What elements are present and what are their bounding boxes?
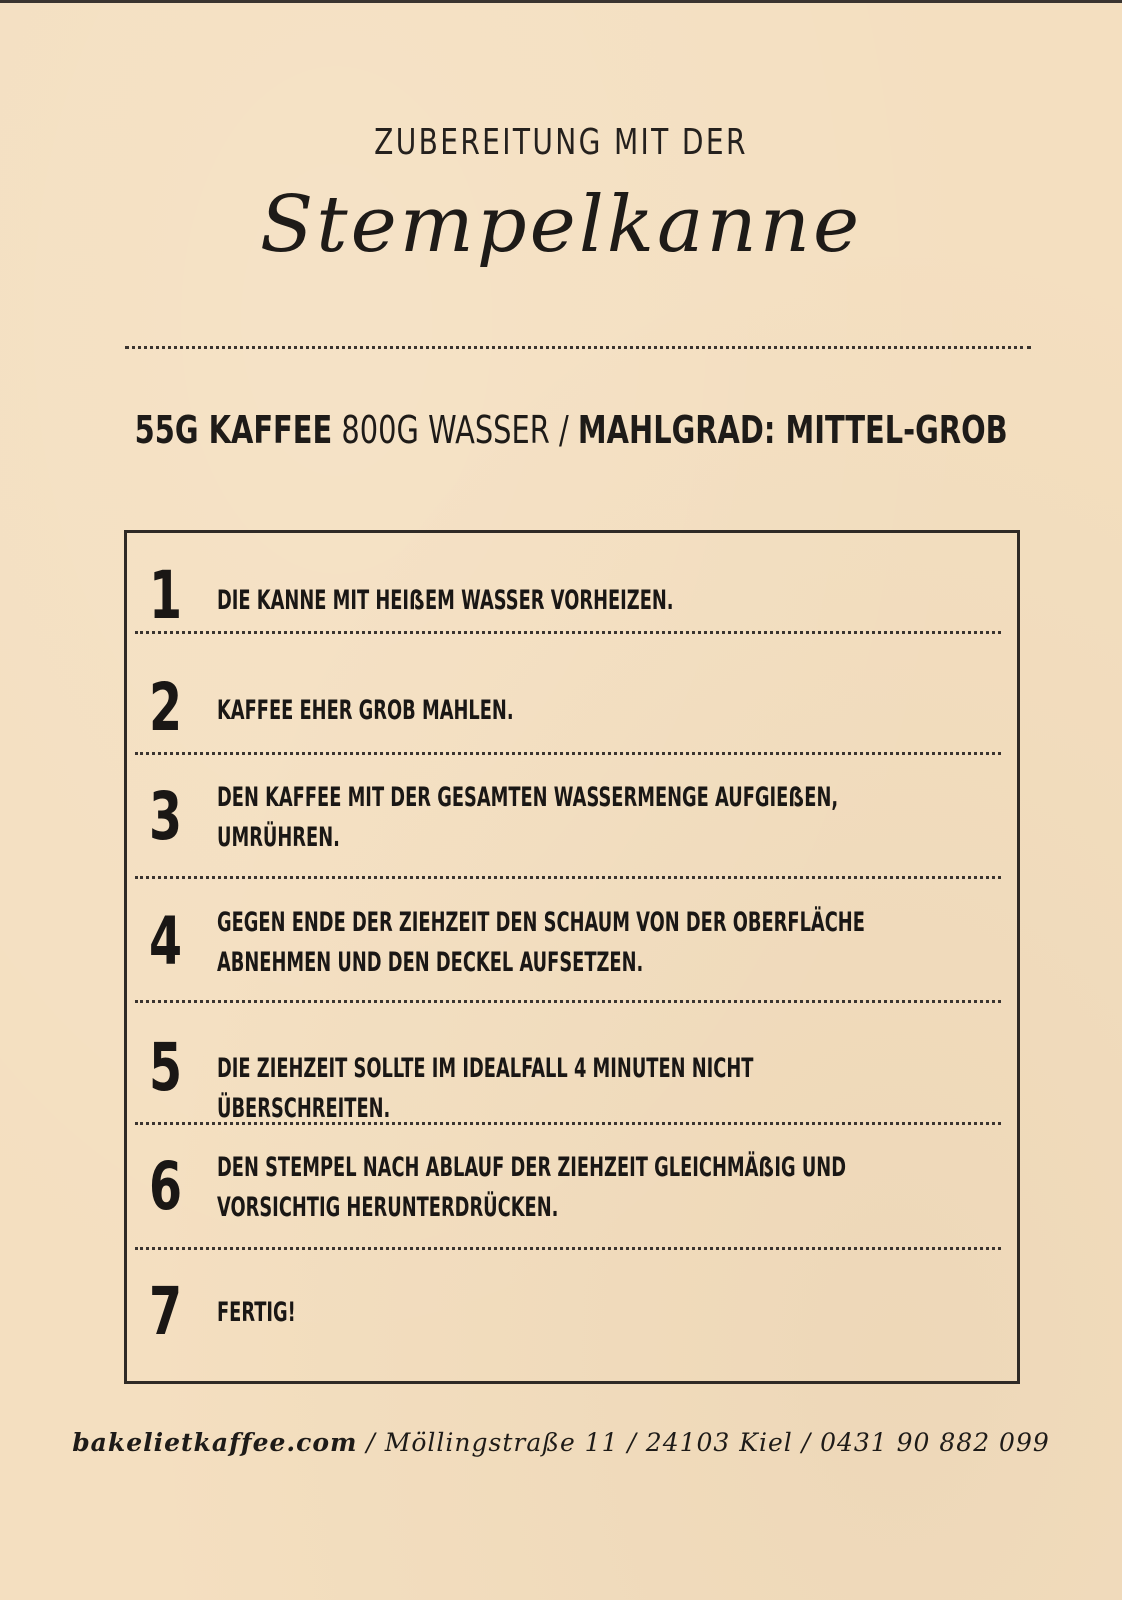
water-amount: 800G WASSER / — [341, 408, 569, 452]
coffee-amount: 55G KAFFEE — [134, 408, 333, 452]
step-number: 3 — [149, 778, 183, 855]
steps-box — [124, 530, 1020, 1384]
step-text — [217, 1293, 903, 1333]
recipe-title: Stempelkanne — [259, 180, 863, 270]
step-line: DEN KAFFEE MIT DER GESAMTEN WASSERMENGE AUFGIEẞEN, — [217, 782, 839, 813]
step-3 — [127, 758, 1017, 873]
step-divider — [135, 1000, 1001, 1003]
step-divider — [135, 876, 1001, 879]
step-line: UMRÜHREN. — [217, 822, 340, 853]
step-line: DIE ZIEHZEIT SOLLTE IM IDEALFALL 4 MINUTEN NICHT ÜBERSCHREITEN. — [217, 1053, 754, 1124]
step-line: VORSICHTIG HERUNTERDRÜCKEN. — [217, 1192, 559, 1223]
step-line: DEN STEMPEL NACH ABLAUF DER ZIEHZEIT GLEICHMÄẞIG UND — [217, 1152, 847, 1183]
step-4 — [127, 883, 1017, 998]
step-text — [217, 778, 903, 858]
step-number: 6 — [149, 1148, 183, 1225]
address-text: / Möllingstraße 11 / 24103 Kiel / 0431 90 882 099 — [357, 1428, 1050, 1457]
step-1 — [127, 551, 1017, 641]
step-divider — [135, 631, 1001, 634]
header-divider — [125, 346, 1031, 349]
step-text — [217, 691, 903, 731]
step-divider — [135, 752, 1001, 755]
step-5 — [127, 1005, 1017, 1124]
step-line: DIE KANNE MIT HEIẞEM WASSER VORHEIZEN. — [217, 585, 674, 616]
step-line: KAFFEE EHER GROB MAHLEN. — [217, 695, 514, 726]
step-line: ABNEHMEN UND DEN DECKEL AUFSETZEN. — [217, 947, 644, 978]
card-top-edge — [0, 0, 1122, 3]
grind-size: MAHLGRAD: MITTEL-GROB — [577, 408, 1008, 452]
step-number: 4 — [149, 903, 183, 980]
website-link[interactable]: bakelietkaffee.com — [72, 1428, 358, 1457]
step-text — [217, 1049, 903, 1129]
step-divider — [135, 1247, 1001, 1250]
step-number: 2 — [149, 669, 183, 746]
step-text — [217, 1148, 903, 1228]
step-line: FERTIG! — [217, 1297, 296, 1328]
step-number: 1 — [149, 557, 183, 634]
step-text — [217, 903, 903, 983]
brew-ratio-line — [134, 408, 1008, 452]
step-6 — [127, 1128, 1017, 1243]
footer-contact — [0, 1428, 1122, 1457]
step-text — [217, 581, 903, 621]
step-line: GEGEN ENDE DER ZIEHZEIT DEN SCHAUM VON DER OBERFLÄCHE — [217, 907, 865, 938]
recipe-subtitle: ZUBEREITUNG MIT DER — [374, 122, 748, 163]
step-number: 7 — [149, 1273, 183, 1350]
step-number: 5 — [149, 1029, 183, 1106]
step-divider — [135, 1122, 1001, 1125]
step-2 — [127, 643, 1017, 753]
step-7 — [127, 1253, 1017, 1373]
